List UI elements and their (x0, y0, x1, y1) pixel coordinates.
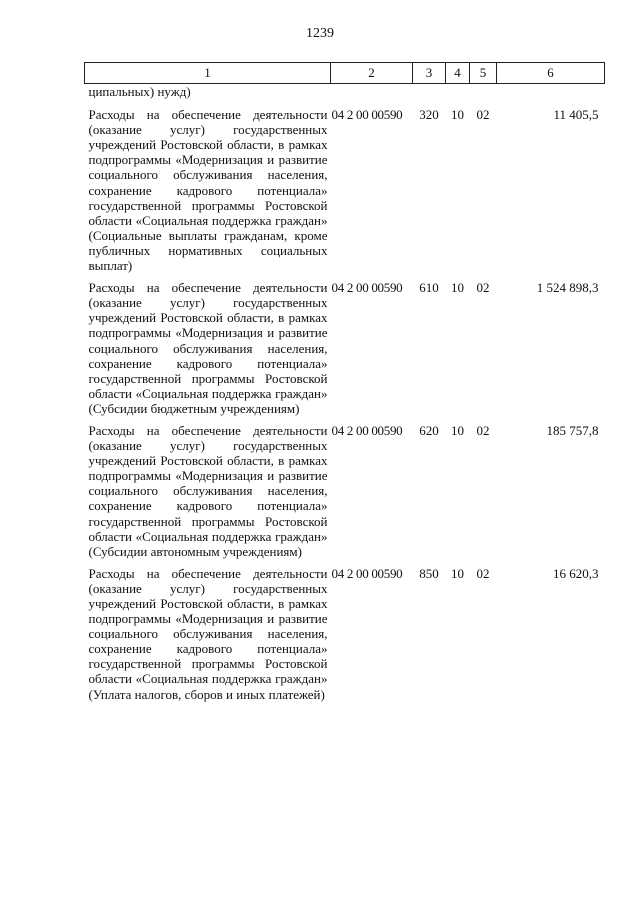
row-amount: 11 405,5 (553, 107, 599, 123)
row-subsection: 02 (476, 565, 490, 581)
row-subsection: 02 (476, 280, 490, 296)
row-subsection: 02 (476, 422, 490, 438)
row-section: 10 (451, 422, 464, 438)
row-expense-type: 610 (419, 280, 439, 296)
table-body (85, 84, 605, 709)
continuation-text: ципальных) нужд) (88, 84, 191, 99)
budget-table (84, 62, 605, 709)
row-expense-type: 320 (419, 107, 439, 123)
row-section: 10 (451, 280, 464, 296)
row-target-article-code: 04 2 00 00590 (331, 422, 403, 438)
row-description: Расходы на обеспечение деятельности (оказание услуг) государственных учреждений Ростовской области, в рамках подпрограммы «Модернизация и развитие социального обслуживания населения, сохранение кадрового потенциала» государственной программы Ростовской области «Социальная поддержка граждан» (Субсидии бюджетным учреждениям) (88, 280, 328, 416)
row-section: 10 (451, 565, 464, 581)
row-section: 10 (451, 107, 464, 123)
row-target-article-code: 04 2 00 00590 (331, 280, 403, 296)
row-target-article-code: 04 2 00 00590 (331, 107, 403, 123)
table-header (85, 63, 605, 84)
table-row (85, 566, 605, 709)
header-col-4: 4 (446, 63, 470, 84)
row-description: Расходы на обеспечение деятельности (оказание услуг) государственных учреждений Ростовской области, в рамках подпрограммы «Модернизация и развитие социального обслуживания населения, сохранение кадрового потенциала» государственной программы Ростовской области «Социальная поддержка граждан» (Уплата налогов, сборов и иных платежей) (88, 565, 328, 702)
header-col-5: 5 (470, 63, 497, 84)
row-description: Расходы на обеспечение деятельности (оказание услуг) государственных учреждений Ростовской области, в рамках подпрограммы «Модернизация и развитие социального обслуживания населения, сохранение кадрового потенциала» государственной программы Ростовской области «Социальная поддержка граждан» (Социальные выплаты гражданам, кроме публичных нормативных социальных выплат) (88, 107, 328, 274)
header-col-3: 3 (413, 63, 446, 84)
header-col-6: 6 (497, 63, 605, 84)
row-amount: 1 524 898,3 (536, 280, 599, 296)
continuation-row (85, 84, 605, 100)
row-amount: 185 757,8 (546, 422, 599, 438)
row-target-article-code: 04 2 00 00590 (331, 565, 403, 581)
header-row (85, 63, 605, 84)
table-row (85, 423, 605, 566)
header-col-1: 1 (85, 63, 331, 84)
row-amount: 16 620,3 (553, 565, 599, 581)
row-expense-type: 620 (419, 422, 439, 438)
table-row (85, 280, 605, 423)
table-row (85, 99, 605, 280)
row-subsection: 02 (476, 107, 490, 123)
row-description: Расходы на обеспечение деятельности (оказание услуг) государственных учреждений Ростовской области, в рамках подпрограммы «Модернизация и развитие социального обслуживания населения, сохранение кадрового потенциала» государственной программы Ростовской области «Социальная поддержка граждан» (Субсидии автономным учреждениям) (88, 422, 328, 559)
row-expense-type: 850 (419, 565, 439, 581)
page-number: 1239 (306, 26, 334, 41)
header-col-2: 2 (331, 63, 413, 84)
